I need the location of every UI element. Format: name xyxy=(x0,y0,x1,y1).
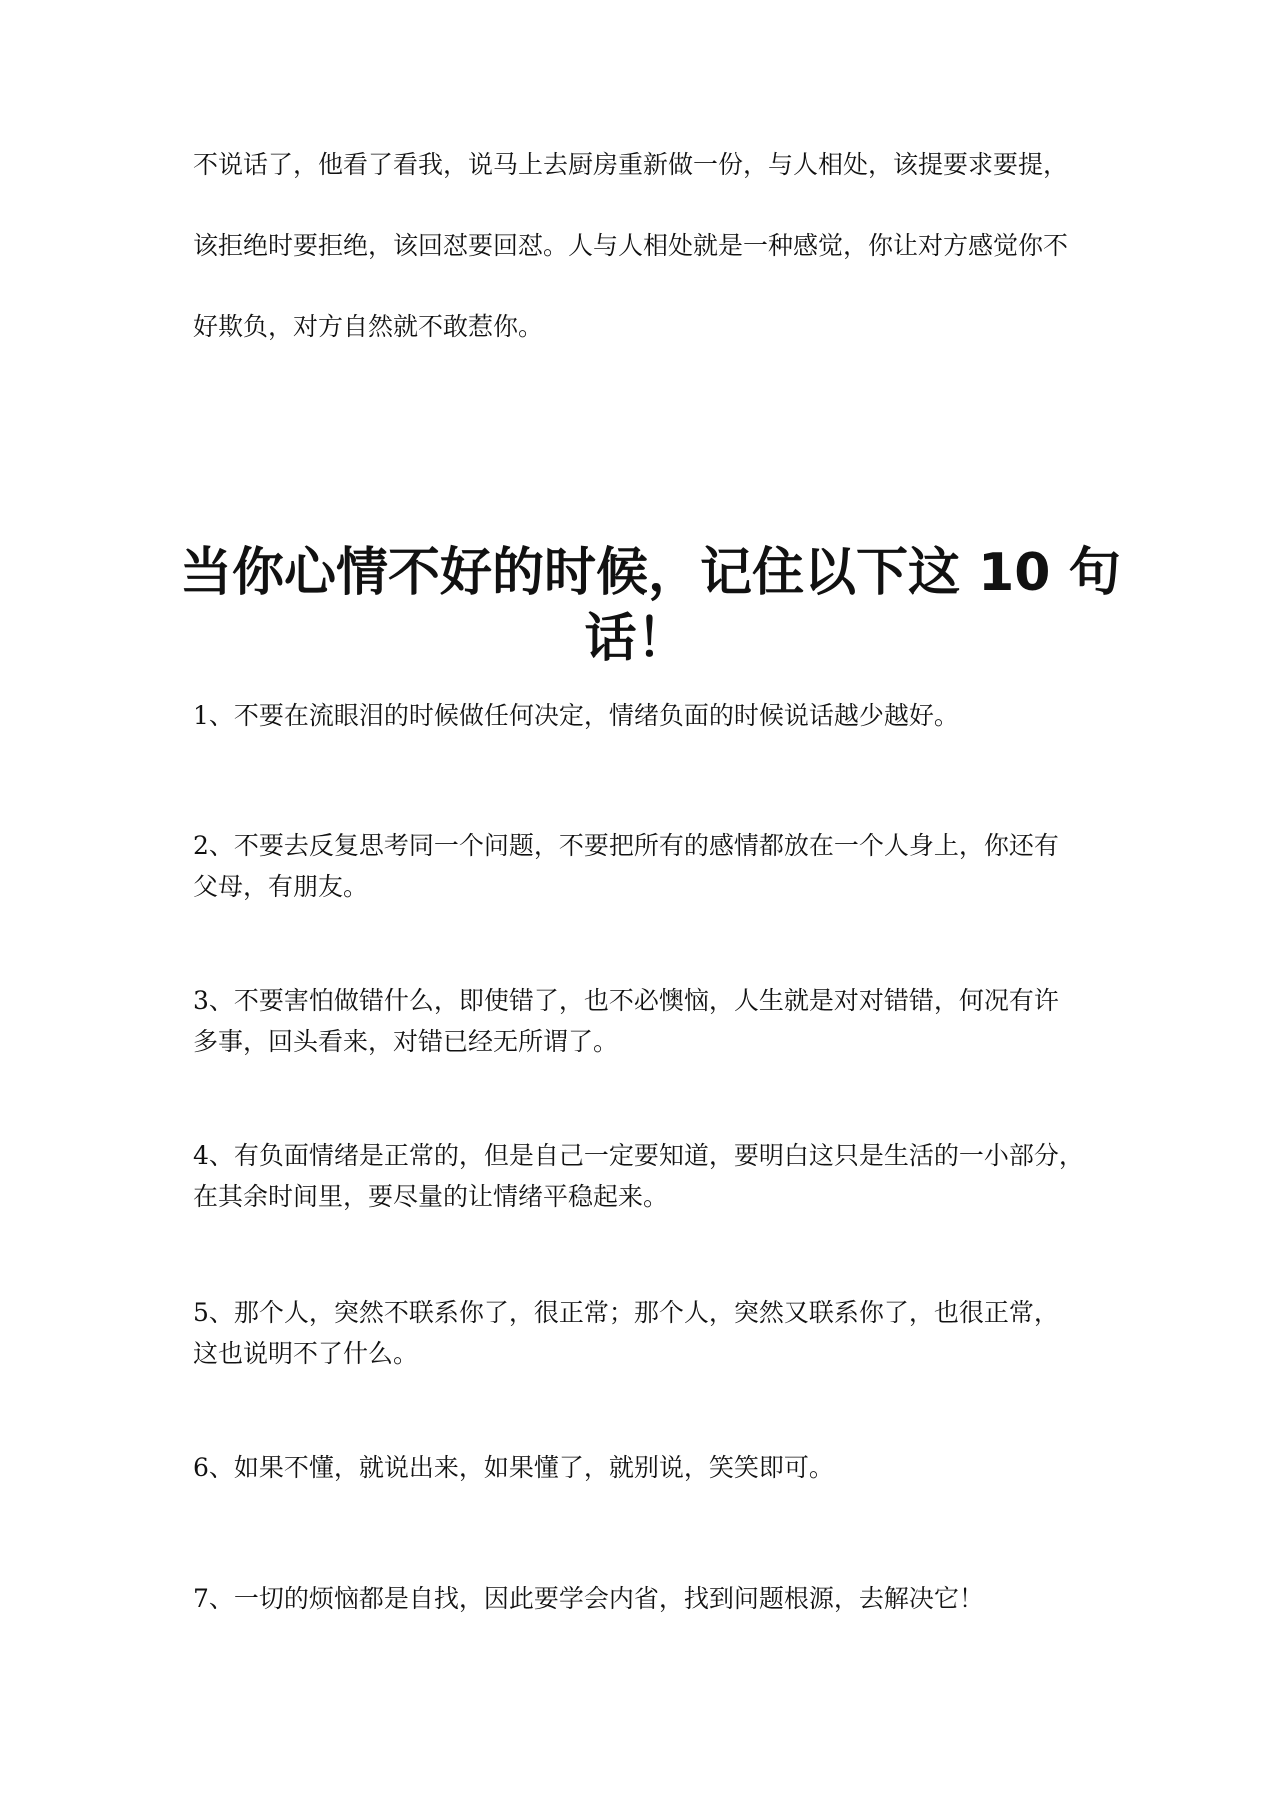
page-title xyxy=(180,540,1121,672)
intro-line: 好欺负，对方自然就不敢惹你。 xyxy=(193,312,544,341)
list-item xyxy=(193,825,1083,907)
list-item-line: 7、一切的烦恼都是自找，因此要学会内省，找到问题根源，去解决它！ xyxy=(193,1584,984,1613)
list-item xyxy=(193,980,1083,1062)
title-line: 话！ xyxy=(584,609,689,669)
list-item xyxy=(193,695,1083,736)
intro-line: 该拒绝时要拒绝，该回怼要回怼。人与人相处就是一种感觉，你让对方感觉你不 xyxy=(193,231,1069,260)
list-item xyxy=(193,1578,1083,1619)
list-item-line: 父母，有朋友。 xyxy=(193,872,369,901)
list-item-line: 4、有负面情绪是正常的，但是自己一定要知道，要明白这只是生活的一小部分， xyxy=(193,1141,1084,1170)
list-item-line: 5、那个人，突然不联系你了，很正常；那个人，突然又联系你了，也很正常， xyxy=(193,1298,1059,1327)
list-item-line: 2、不要去反复思考同一个问题，不要把所有的感情都放在一个人身上，你还有 xyxy=(193,831,1059,860)
intro-paragraph xyxy=(193,152,1083,395)
list-item-line: 6、如果不懂，就说出来，如果懂了，就别说，笑笑即可。 xyxy=(193,1453,834,1482)
list-item-line: 这也说明不了什么。 xyxy=(193,1339,419,1368)
list-item xyxy=(193,1292,1083,1374)
list-item xyxy=(193,1447,1083,1488)
list-item-line: 3、不要害怕做错什么，即使错了，也不必懊恼，人生就是对对错错，何况有许 xyxy=(193,986,1059,1015)
intro-line: 不说话了，他看了看我，说马上去厨房重新做一份，与人相处，该提要求要提， xyxy=(193,150,1069,179)
list-item-line: 多事，回头看来，对错已经无所谓了。 xyxy=(193,1027,619,1056)
list-item xyxy=(193,1135,1083,1217)
title-line: 当你心情不好的时候，记住以下这 10 句 xyxy=(180,543,1121,603)
list-item-line: 在其余时间里，要尽量的让情绪平稳起来。 xyxy=(193,1182,669,1211)
list-item-line: 1、不要在流眼泪的时候做任何决定，情绪负面的时候说话越少越好。 xyxy=(193,701,959,730)
